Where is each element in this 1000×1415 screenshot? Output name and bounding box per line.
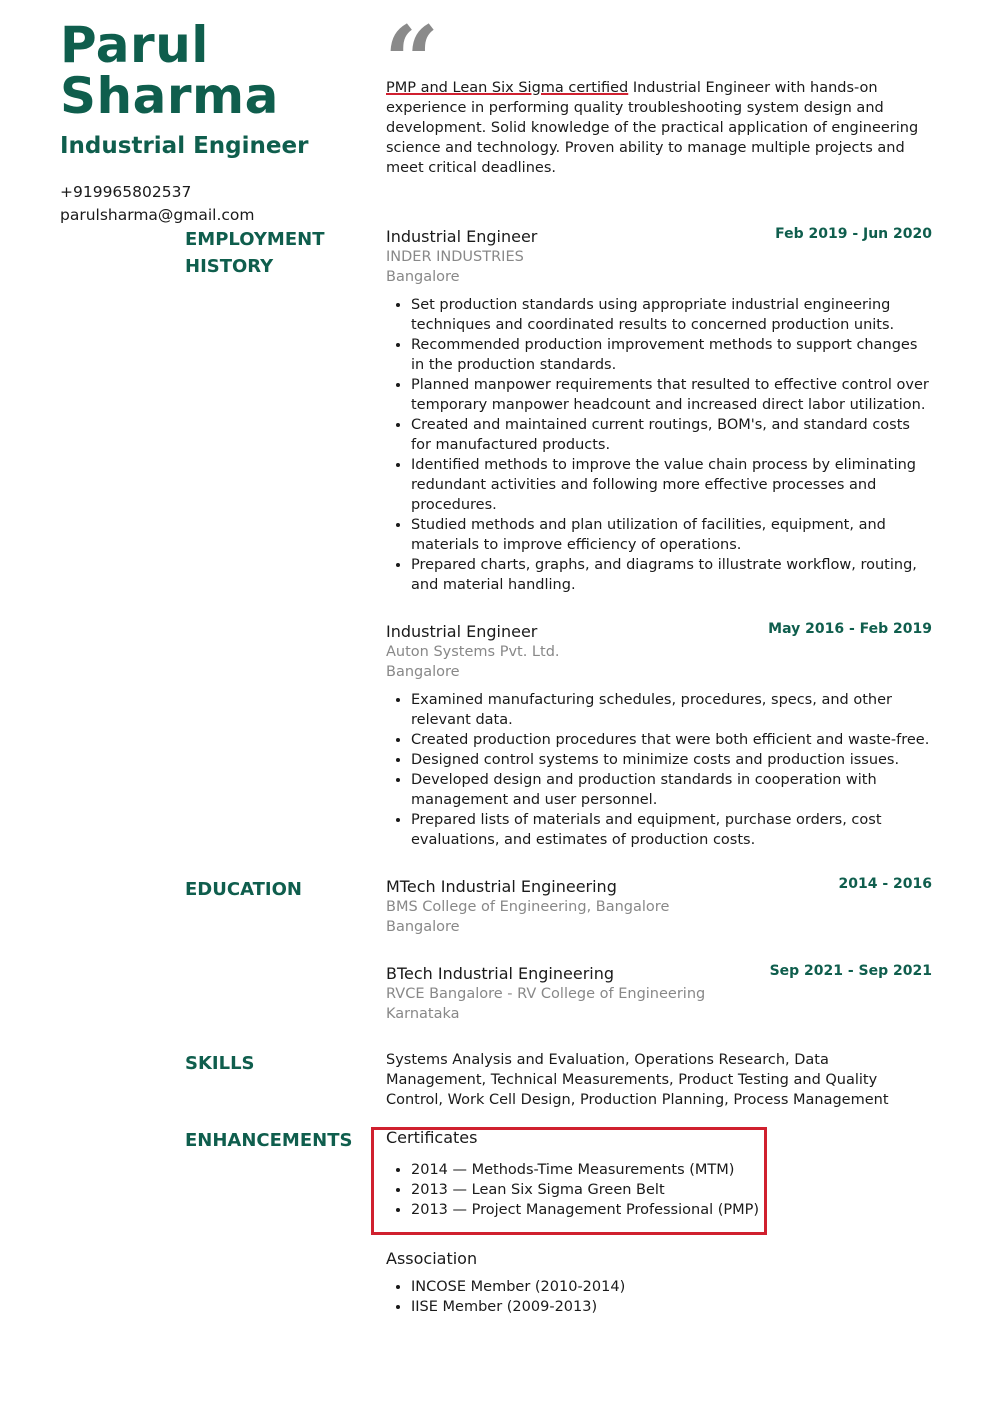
candidate-name: Parul Sharma xyxy=(60,16,279,125)
email: parulsharma@gmail.com xyxy=(60,206,255,224)
summary-highlight: PMP and Lean Six Sigma certified xyxy=(386,80,629,96)
contact-info xyxy=(60,181,255,227)
section-enhancements: ENHANCEMENTS xyxy=(185,1130,353,1151)
annotation-box xyxy=(371,1127,767,1235)
education-entry: BTech Industrial Engineering Sep 2021 - Sep 2021 RVCE Bangalore - RV College of Engineering Karnataka xyxy=(386,963,932,1022)
job-bullets: • Examined manufacturing schedules, procedures, specs, and other relevant data. • Created production procedures that were both efficient and waste-free. • Designed control systems to minimize costs and production issues. • Developed design and production standards in cooperation with management and user personnel. • Prepared lists of materials and equipment, purchase orders, cost evaluations, and estimates of production costs. xyxy=(386,690,932,850)
summary: PMP and Lean Six Sigma certified Industrial Engineer with hands-on experience in performing quality troubleshooting system design and development. Solid knowledge of the practical application of engineering science and technology. Proven ability to manage multiple projects and meet critical deadlines. xyxy=(386,80,919,176)
job-bullets: • Set production standards using appropriate industrial engineering techniques and coordinated results to concerned production units. • Recommended production improvement methods to support changes in the production standards. • Planned manpower requirements that resulted to effective control over temporary manpower headcount and increased direct labor utilization. • Created and maintained current routings, BOM's, and standard costs for manufactured products. • Identified methods to improve the value chain process by eliminating redundant activities and following more effective processes and procedures. • Studied methods and plan utilization of facilities, equipment, and materials to improve efficiency of operations. • Prepared charts, graphs, and diagrams to illustrate workflow, routing, and material handling. xyxy=(386,295,932,595)
skills-list: Systems Analysis and Evaluation, Operations Research, Data Management, Technical Measurements, Product Testing and Quality Control, Work Cell Design, Production Planning, Process Management xyxy=(386,1052,889,1108)
candidate-title: Industrial Engineer xyxy=(60,133,309,159)
section-skills: SKILLS xyxy=(185,1053,255,1074)
section-education: EDUCATION xyxy=(185,879,302,900)
quote-icon: “ xyxy=(384,5,440,118)
associations: Association • INCOSE Member (2010-2014) • IISE Member (2009-2013) xyxy=(386,1248,932,1317)
job-entry: Industrial Engineer Feb 2019 - Jun 2020 INDER INDUSTRIES Bangalore • Set production standards using appropriate industrial engineering techniques and coordinated results to concerned production units. • Recommended production improvement methods to support changes in the production standards. • Planned manpower requirements that resulted to effective control over temporary manpower headcount and increased direct labor utilization. • Created and maintained current routings, BOM's, and standard costs for manufactured products. • Identified methods to improve the value chain process by eliminating redundant activities and following more effective processes and procedures. • Studied methods and plan utilization of facilities, equipment, and materials to improve efficiency of operations. • Prepared charts, graphs, and diagrams to illustrate workflow, routing, and material handling. xyxy=(386,226,932,595)
phone: +919965802537 xyxy=(60,183,192,201)
section-employment: EMPLOYMENT HISTORY xyxy=(185,229,325,277)
certificates: Certificates • 2014 — Methods-Time Measurements (MTM) • 2013 — Lean Six Sigma Green Belt • 2013 — Project Management Professional (PMP) xyxy=(386,1127,932,1220)
education-entry: MTech Industrial Engineering 2014 - 2016 BMS College of Engineering, Bangalore Bangalore xyxy=(386,876,932,935)
job-entry: Industrial Engineer May 2016 - Feb 2019 Auton Systems Pvt. Ltd. Bangalore • Examined manufacturing schedules, procedures, specs, and other relevant data. • Created production procedures that were both efficient and waste-free. • Designed control systems to minimize costs and production issues. • Developed design and production standards in cooperation with management and user personnel. • Prepared lists of materials and equipment, purchase orders, cost evaluations, and estimates of production costs. xyxy=(386,621,932,850)
